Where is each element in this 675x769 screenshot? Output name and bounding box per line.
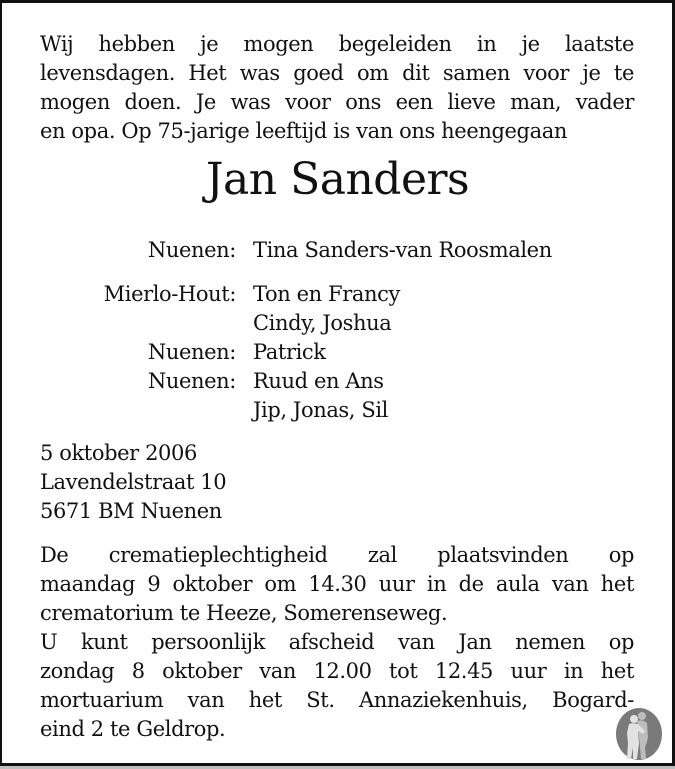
family-names: Patrick xyxy=(253,340,326,364)
intro-line: en opa. Op 75-jarige leeftijd is van ons heengegaan xyxy=(40,119,567,143)
address-city: 5671 BM Nuenen xyxy=(40,499,222,523)
cremation-line: De crematieplechtigheid zal plaatsvinden op xyxy=(40,543,634,567)
farewell-line: zondag 8 oktober van 12.00 tot 12.45 uur in het xyxy=(40,659,634,683)
family-place: Nuenen: xyxy=(147,238,236,262)
family-names: Ruud en Ans xyxy=(253,369,384,393)
farewell-line: mortuarium van het St. Annaziekenhuis, Bogard- xyxy=(40,688,634,712)
family-names: Jip, Jonas, Sil xyxy=(253,398,388,422)
farewell-line: U kunt persoonlijk afscheid van Jan nemen op xyxy=(40,630,634,654)
family-place: Nuenen: xyxy=(147,369,236,393)
notice-date: 5 oktober 2006 xyxy=(40,441,197,465)
family-names: Ton en Francy xyxy=(253,282,400,306)
embracing-figures-logo-icon xyxy=(615,707,663,761)
intro-line: mogen doen. Je was voor ons een lieve man, vader xyxy=(40,90,634,114)
family-place: Nuenen: xyxy=(147,340,236,364)
deceased-name: Jan Sanders xyxy=(205,154,470,205)
family-names: Tina Sanders-van Roosmalen xyxy=(253,238,552,262)
farewell-line: eind 2 te Geldrop. xyxy=(40,717,226,741)
intro-line: Wij hebben je mogen begeleiden in je laatste xyxy=(40,32,634,56)
cremation-line: crematorium te Heeze, Somerenseweg. xyxy=(40,601,448,625)
intro-line: levensdagen. Het was goed om dit samen voor je te xyxy=(40,61,634,85)
cremation-line: maandag 9 oktober om 14.30 uur in de aula van het xyxy=(40,572,634,596)
address-street: Lavendelstraat 10 xyxy=(40,470,227,494)
family-names: Cindy, Joshua xyxy=(253,311,392,335)
family-place: Mierlo-Hout: xyxy=(103,282,236,306)
